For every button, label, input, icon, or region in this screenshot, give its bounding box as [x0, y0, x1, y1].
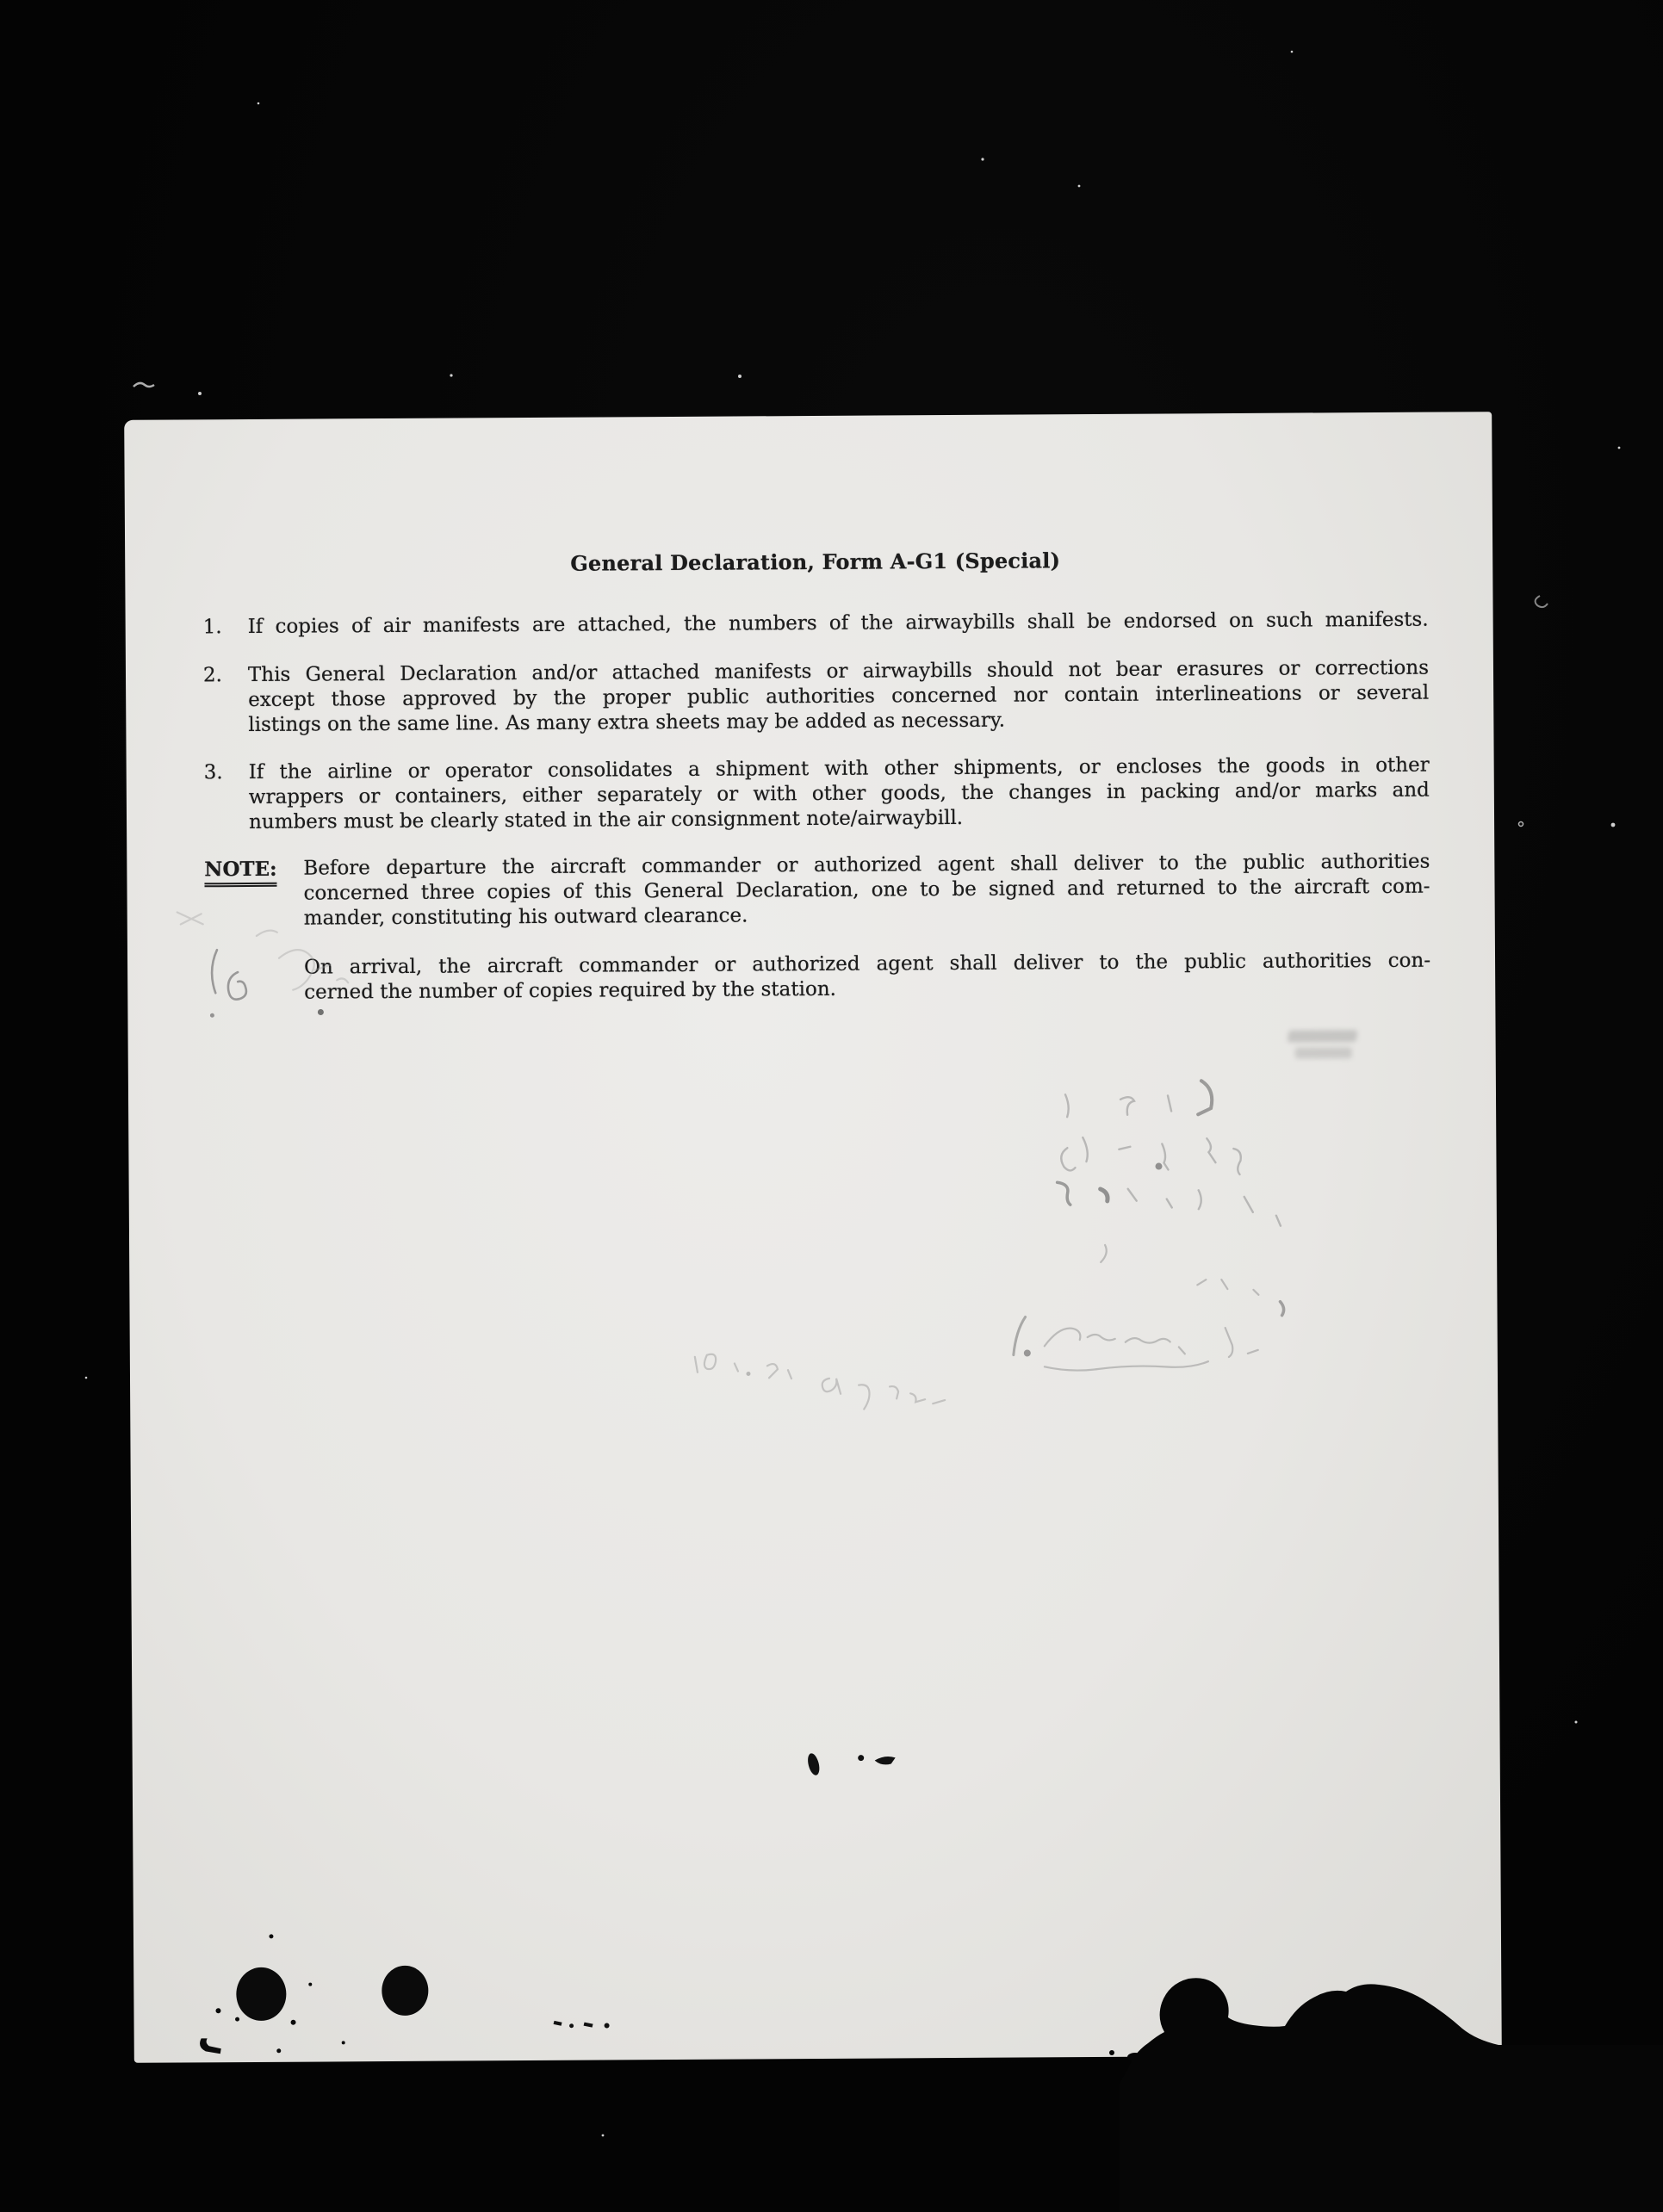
punch-hole-dot-icon	[199, 1933, 429, 2054]
text-line: concerned three copies of this General Declaration, one to be signed and returned to the aircraft com-	[303, 875, 1430, 905]
ink-blot-icon	[552, 1751, 897, 2028]
text-line: mander, constituting his outward clearance.	[303, 904, 748, 930]
pencil-scribble-icon	[1013, 1244, 1284, 1371]
text-line: wrappers or containers, either separately or with other goods, the changes in packing and/or marks and	[248, 778, 1430, 809]
text-line: If copies of air manifests are attached, the numbers of the airwaybills shall be endorsed on such manifests.	[247, 608, 1429, 638]
item-number: 3.	[203, 761, 223, 784]
document-body	[126, 607, 1496, 1007]
text-line: Before departure the aircraft commander or authorized agent shall deliver to the public authorities	[303, 850, 1430, 880]
list-item-2	[126, 655, 1494, 739]
note-paragraph	[127, 849, 1495, 933]
text-line: cerned the number of copies required by the station.	[304, 977, 837, 1004]
item-number: 1.	[202, 616, 222, 639]
text-line: numbers must be clearly stated in the air consignment note/airwaybill.	[248, 806, 964, 833]
list-item-1	[126, 607, 1493, 641]
document-page	[124, 412, 1502, 2063]
arrival-paragraph	[127, 948, 1495, 1007]
text-line: listings on the same line. As many extra sheets may be added as necessary.	[248, 709, 1006, 736]
text-line: This General Declaration and/or attached manifests or airwaybills should not bear erasures or corrections	[247, 656, 1430, 686]
document-title: General Declaration, Form A-G1 (Special)	[570, 548, 1061, 576]
note-label-text: NOTE:	[204, 857, 276, 885]
note-label	[204, 857, 304, 933]
faint-stamp-smudge-icon	[1287, 1028, 1364, 1065]
pencil-scribble-icon	[1057, 1081, 1281, 1228]
list-item-3	[127, 753, 1495, 836]
item-number: 2.	[202, 664, 223, 687]
pencil-scribble-icon	[695, 1353, 945, 1410]
text-line: If the airline or operator consolidates a shipment with other shipments, or encloses the goods in other	[248, 753, 1430, 784]
text-line: except those approved by the proper public authorities concerned nor contain interlineations or several	[248, 681, 1430, 711]
text-line: On arrival, the aircraft commander or authorized agent shall deliver to the public authorities con-	[303, 949, 1431, 979]
note-label-spacer	[205, 956, 304, 1007]
